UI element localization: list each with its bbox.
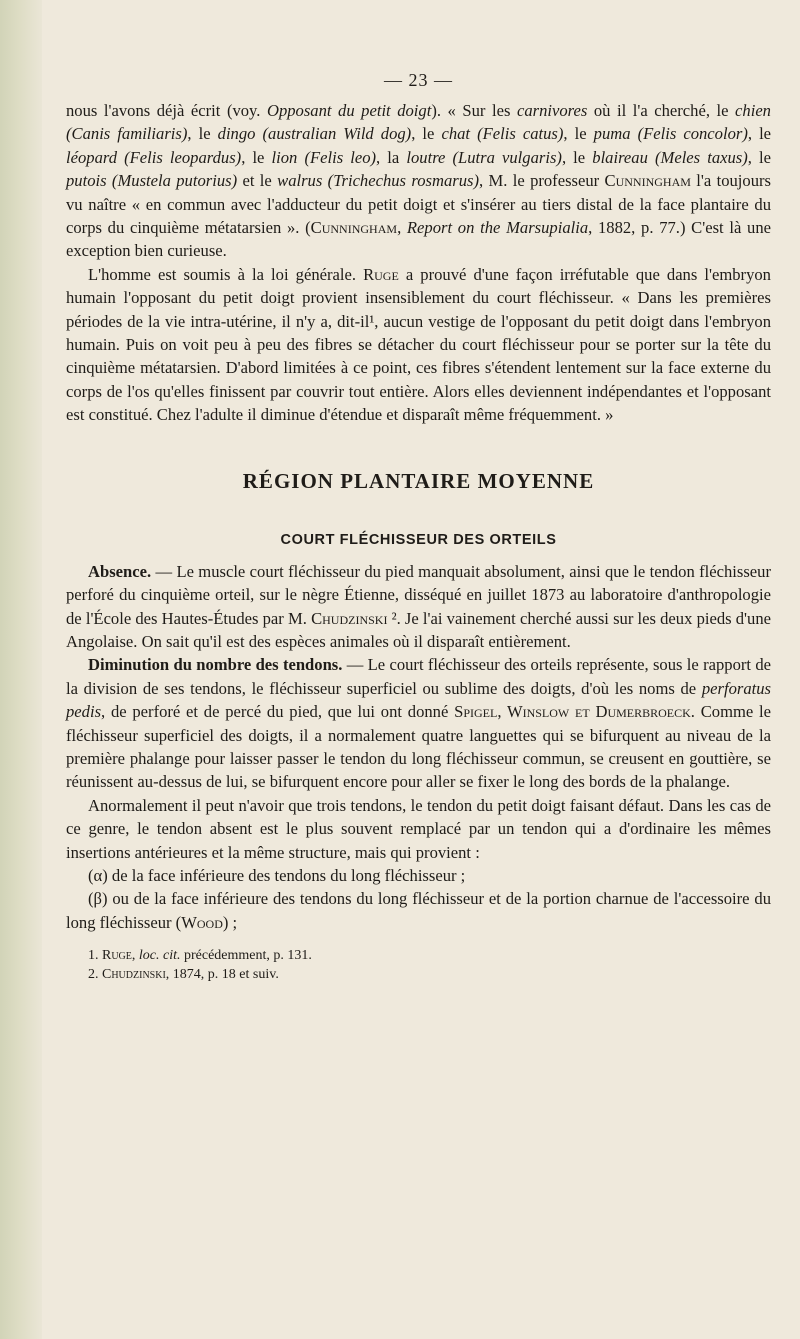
intro-paragraph-2: L'homme est soumis à la loi générale. Ruge a prouvé d'une façon irréfutable que dans l'embryon humain l'opposant du petit doigt provient insensiblement du court fléchisseur. « Dans les premières périodes de la vie intra-utérine, il n'y a, dit-il¹, aucun vestige de l'opposant du petit doigt dans l'embryon humain. Puis on voit peu à peu des fibres se détacher du court fléchisseur pour se porter sur la tête du cinquième métatarsien. D'abord limitées à ce point, ces fibres s'étendent lentement sur la face externe du corps de l'os qu'elles finissent par couvrir tout entière. Alors elles deviennent indépendantes et l'opposant est constitué. Chez l'adulte il diminue d'étendue et disparaît même fréquemment. »	[66, 264, 771, 425]
list-item-beta: (β) ou de la face inférieure des tendons du long fléchisseur et de la portion charnue de l'accessoire du long fléchisseur (Wood) ;	[66, 889, 771, 932]
absence-paragraph: Absence. — Le muscle court fléchisseur du pied manquait absolument, ainsi que le tendon fléchisseur perforé du cinquième orteil, sur le nègre Étienne, disséqué en juillet 1873 au laboratoire d'anthropologie de l'École des Hautes-Études par M. Chudzinski ². Je l'ai vainement cherché aussi sur les deux pieds d'une Angolaise. On sait qu'il est des espèces animales où il disparaît entièrement.	[66, 561, 772, 651]
footnotes	[66, 946, 771, 984]
page-number: — 23 —	[384, 70, 453, 90]
section-title: RÉGION PLANTAIRE MOYENNE	[242, 468, 595, 493]
subsection-title: COURT FLÉCHISSEUR DES ORTEILS	[280, 531, 557, 548]
page-edge-shadow	[0, 0, 42, 1339]
document-page	[66, 30, 771, 1320]
footnote-2: 2. Chudzinski, 1874, p. 18 et suiv.	[88, 967, 279, 983]
footnote-1: 1. Ruge, loc. cit. précédemment, p. 131.	[88, 948, 312, 964]
intro-paragraph-1: nous l'avons déjà écrit (voy. Opposant du petit doigt). « Sur les carnivores où il l'a cherché, le chien (Canis familiaris), le dingo (australian Wild dog), le chat (Felis catus), le puma (Felis concolor), le léopard (Felis leopardus), le lion (Felis leo), la loutre (Lutra vulgaris), le blaireau (Meles taxus), le putois (Mustela putorius) et le walrus (Trichechus rosmarus), M. le professeur Cunningham l'a toujours vu naître « en commun avec l'adducteur du petit doigt et s'insérer au tiers distal de la face plantaire du corps du cinquième métatarsien ». (Cunningham, Report on the Marsupialia, 1882, p. 77.) C'est là une exception bien curieuse.	[66, 101, 772, 261]
anormalement-paragraph: Anormalement il peut n'avoir que trois tendons, le tendon du petit doigt faisant défaut. Dans les cas de ce genre, le tendon absent est le plus souvent remplacé par un tendon qui a d'ordinaire les mêmes insertions antérieures et la même structure, mais qui provient :	[66, 795, 771, 862]
list-item-alpha: (α) de la face inférieure des tendons du long fléchisseur ;	[88, 865, 466, 885]
diminution-paragraph: Diminution du nombre des tendons. — Le court fléchisseur des orteils représente, sous le rapport de la division de ses tendons, le fléchisseur superficiel ou sublime des doigts, d'où les noms de perforatus pedis, de perforé et de percé du pied, que lui ont donné Spigel, Winslow et Dumerbroeck. Comme le fléchisseur superficiel des doigts, il a normalement quatre languettes qui se bifurquent au niveau de la première phalange pour laisser passer le tendon du long fléchisseur commun, se creusent en gouttière, se réunissent au-dessus de lui, se bifurquent encore pour aller se fixer le long des bords de la phalange.	[66, 655, 772, 792]
